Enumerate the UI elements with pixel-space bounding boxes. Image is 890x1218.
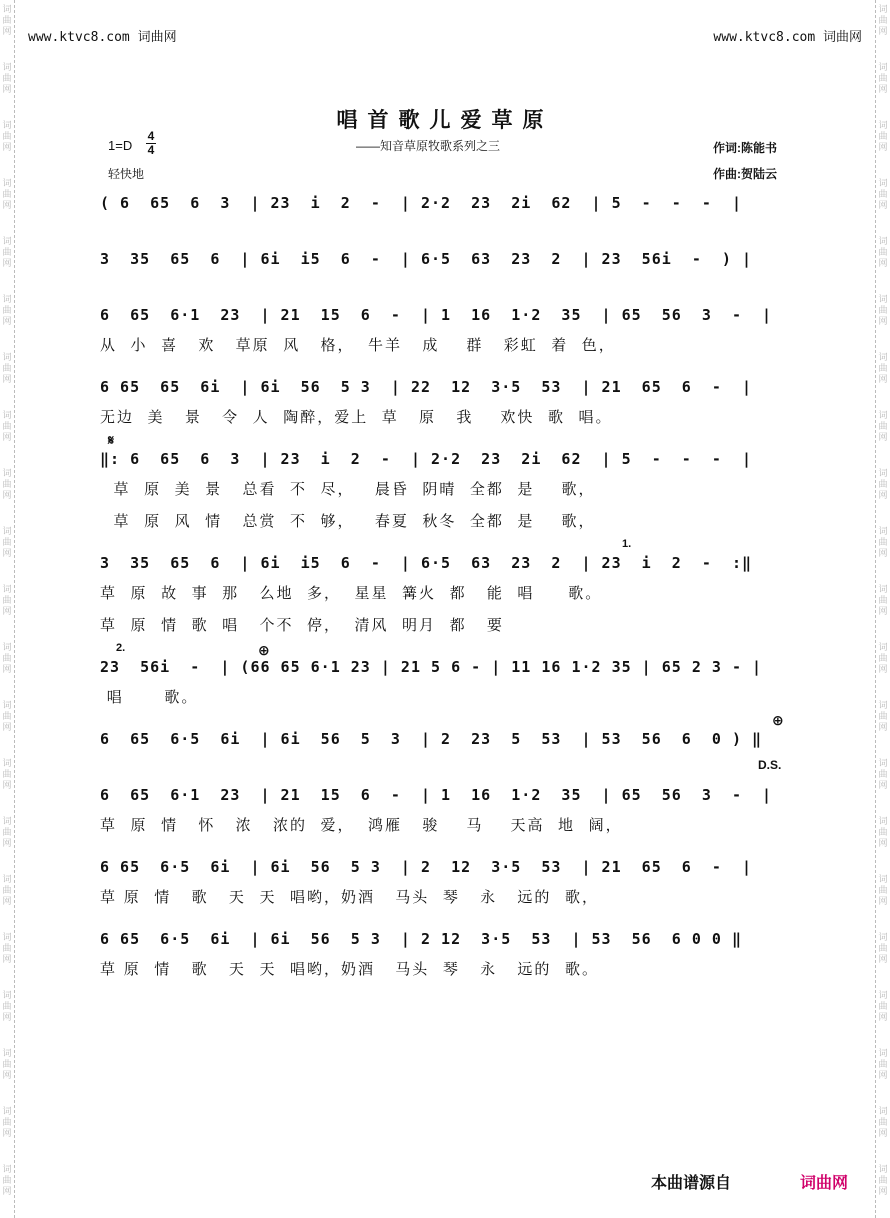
score-line-10-notes: 6 65 6·5 6i | 6i 56 5 3 | 2 12 3·5 53 | 21 65 6 - | — [100, 858, 752, 876]
side-watermark-text: 词 曲 网 — [2, 410, 12, 442]
coda-sign-2: ⊕ — [772, 712, 784, 728]
side-watermark-text: 词 曲 网 — [878, 294, 888, 326]
side-watermark-text: 词 曲 网 — [878, 62, 888, 94]
side-watermark-text: 词 曲 网 — [2, 526, 12, 558]
segno-sign: 𝄋 — [108, 432, 115, 448]
score-line-9-lyrics: 草 原 情 怀 浓 浓的 爱， 鸿雁 骏 马 天高 地 阔， — [100, 816, 623, 834]
side-watermark-text: 词 曲 网 — [878, 4, 888, 36]
side-watermark-text: 词 曲 网 — [878, 236, 888, 268]
score-line-4-notes: 6 65 65 6i | 6i 56 5 3 | 22 12 3·5 53 | 21 65 6 - | — [100, 378, 752, 396]
side-watermark-text: 词 曲 网 — [2, 584, 12, 616]
side-watermark-text: 词 曲 网 — [878, 932, 888, 964]
coda-sign-1: ⊕ — [258, 642, 270, 658]
watermark-strip-right — [875, 0, 890, 1218]
side-watermark-text: 词 曲 网 — [878, 758, 888, 790]
side-watermark-text: 词 曲 网 — [878, 1106, 888, 1138]
key-signature: 1=D — [108, 138, 133, 153]
side-watermark-text: 词 曲 网 — [878, 178, 888, 210]
score-line-3-lyrics: 从 小 喜 欢 草原 风 格， 牛羊 成 群 彩虹 着 色， — [100, 336, 616, 354]
side-watermark-text: 词 曲 网 — [2, 642, 12, 674]
time-signature-bottom: 4 — [147, 143, 155, 157]
site-watermark-right[interactable]: www.ktvc8.com 词曲网 — [713, 30, 862, 45]
side-watermark-text: 词 曲 网 — [2, 874, 12, 906]
score-line-6-notes: 3 35 65 6 | 6i i5 6 - | 6·5 63 23 2 | 23 i 2 - :‖ — [100, 554, 752, 572]
score-line-5-lyrics-verse-1: 草 原 美 景 总看 不 尽， 晨昏 阴晴 全都 是 歌， — [100, 480, 596, 498]
score-line-1-notes: ( 6 65 6 3 | 23 i 2 - | 2·2 23 2i 62 | 5 - - - | — [100, 194, 742, 212]
time-signature-top: 4 — [147, 129, 155, 143]
song-title: 唱首歌儿爱草原 — [336, 107, 554, 132]
footer-site-logo[interactable]: 词曲网 — [800, 1175, 849, 1192]
dal-segno-mark: D.S. — [758, 758, 782, 772]
side-watermark-text: 词 曲 网 — [878, 584, 888, 616]
side-watermark-text: 词 曲 网 — [2, 1164, 12, 1196]
score-line-4-lyrics: 无边 美 景 令 人 陶醉，爱上 草 原 我 欢快 歌 唱。 — [100, 408, 613, 426]
tempo-marking: 轻快地 — [108, 167, 145, 181]
side-watermark-text: 词 曲 网 — [878, 526, 888, 558]
side-watermark-text: 词 曲 网 — [2, 120, 12, 152]
side-watermark-text: 词 曲 网 — [878, 642, 888, 674]
score-line-8-notes: 6 65 6·5 6i | 6i 56 5 3 | 2 23 5 53 | 53 56 6 0 ) ‖ — [100, 730, 763, 748]
score-line-7-lyrics: 唱 歌。 — [100, 688, 199, 706]
footer-source-text: 本曲谱源自 — [651, 1175, 732, 1192]
score-line-6-lyrics-verse-2: 草 原 情 歌 唱 个不 停， 清风 明月 都 要 — [100, 616, 504, 634]
site-watermark-left[interactable]: www.ktvc8.com 词曲网 — [28, 30, 177, 45]
side-watermark-text: 词 曲 网 — [2, 758, 12, 790]
side-watermark-text: 词 曲 网 — [2, 700, 12, 732]
side-watermark-text: 词 曲 网 — [2, 816, 12, 848]
score-line-11-lyrics: 草 原 情 歌 天 天 唱哟，奶酒 马头 琴 永 远的 歌。 — [100, 960, 599, 978]
song-subtitle: ——知音草原牧歌系列之三 — [356, 139, 501, 153]
score-line-11-notes: 6 65 6·5 6i | 6i 56 5 3 | 2 12 3·5 53 | 53 56 6 0 0 ‖ — [100, 930, 742, 948]
side-watermark-text: 词 曲 网 — [878, 468, 888, 500]
side-watermark-text: 词 曲 网 — [2, 932, 12, 964]
side-watermark-text: 词 曲 网 — [878, 990, 888, 1022]
side-watermark-text: 词 曲 网 — [878, 874, 888, 906]
side-watermark-text: 词 曲 网 — [2, 990, 12, 1022]
side-watermark-text: 词 曲 网 — [878, 1164, 888, 1196]
side-watermark-text: 词 曲 网 — [2, 1048, 12, 1080]
side-watermark-text: 词 曲 网 — [878, 816, 888, 848]
side-watermark-text: 词 曲 网 — [2, 352, 12, 384]
composer-credit: 作曲:贺陆云 — [713, 167, 777, 181]
score-line-10-lyrics: 草 原 情 歌 天 天 唱哟，奶酒 马头 琴 永 远的 歌， — [100, 888, 599, 906]
score-line-5-lyrics-verse-2: 草 原 风 情 总赏 不 够， 春夏 秋冬 全都 是 歌， — [100, 512, 596, 530]
score-line-3-notes: 6 65 6·1 23 | 21 15 6 - | 1 16 1·2 35 | 65 56 3 - | — [100, 306, 773, 324]
side-watermark-text: 词 曲 网 — [2, 1106, 12, 1138]
score-line-9-notes: 6 65 6·1 23 | 21 15 6 - | 1 16 1·2 35 | 65 56 3 - | — [100, 786, 773, 804]
score-line-7-notes: 23 56i - | (66 65 6·1 23 | 21 5 6 - | 11 16 1·2 35 | 65 2 3 - | — [100, 658, 763, 676]
side-watermark-text: 词 曲 网 — [878, 1048, 888, 1080]
watermark-strip-left — [0, 0, 15, 1218]
side-watermark-text: 词 曲 网 — [2, 4, 12, 36]
lyricist-credit: 作词:陈能书 — [713, 141, 777, 155]
score-line-2-notes: 3 35 65 6 | 6i i5 6 - | 6·5 63 23 2 | 23 56i - ) | — [100, 250, 752, 268]
side-watermark-text: 词 曲 网 — [2, 236, 12, 268]
score-line-6-lyrics-verse-1: 草 原 故 事 那 么地 多， 星星 篝火 都 能 唱 歌。 — [100, 584, 603, 602]
side-watermark-text: 词 曲 网 — [878, 352, 888, 384]
side-watermark-text: 词 曲 网 — [878, 700, 888, 732]
side-watermark-text: 词 曲 网 — [2, 62, 12, 94]
side-watermark-text: 词 曲 网 — [878, 410, 888, 442]
side-watermark-text: 词 曲 网 — [878, 120, 888, 152]
score-line-5-notes: ‖: 6 65 6 3 | 23 i 2 - | 2·2 23 2i 62 | 5 - - - | — [100, 450, 752, 468]
time-signature — [146, 130, 156, 157]
volta-2-label: 2. — [116, 642, 126, 654]
side-watermark-text: 词 曲 网 — [2, 468, 12, 500]
side-watermark-text: 词 曲 网 — [2, 178, 12, 210]
volta-1-label: 1. — [622, 538, 632, 550]
side-watermark-text: 词 曲 网 — [2, 294, 12, 326]
